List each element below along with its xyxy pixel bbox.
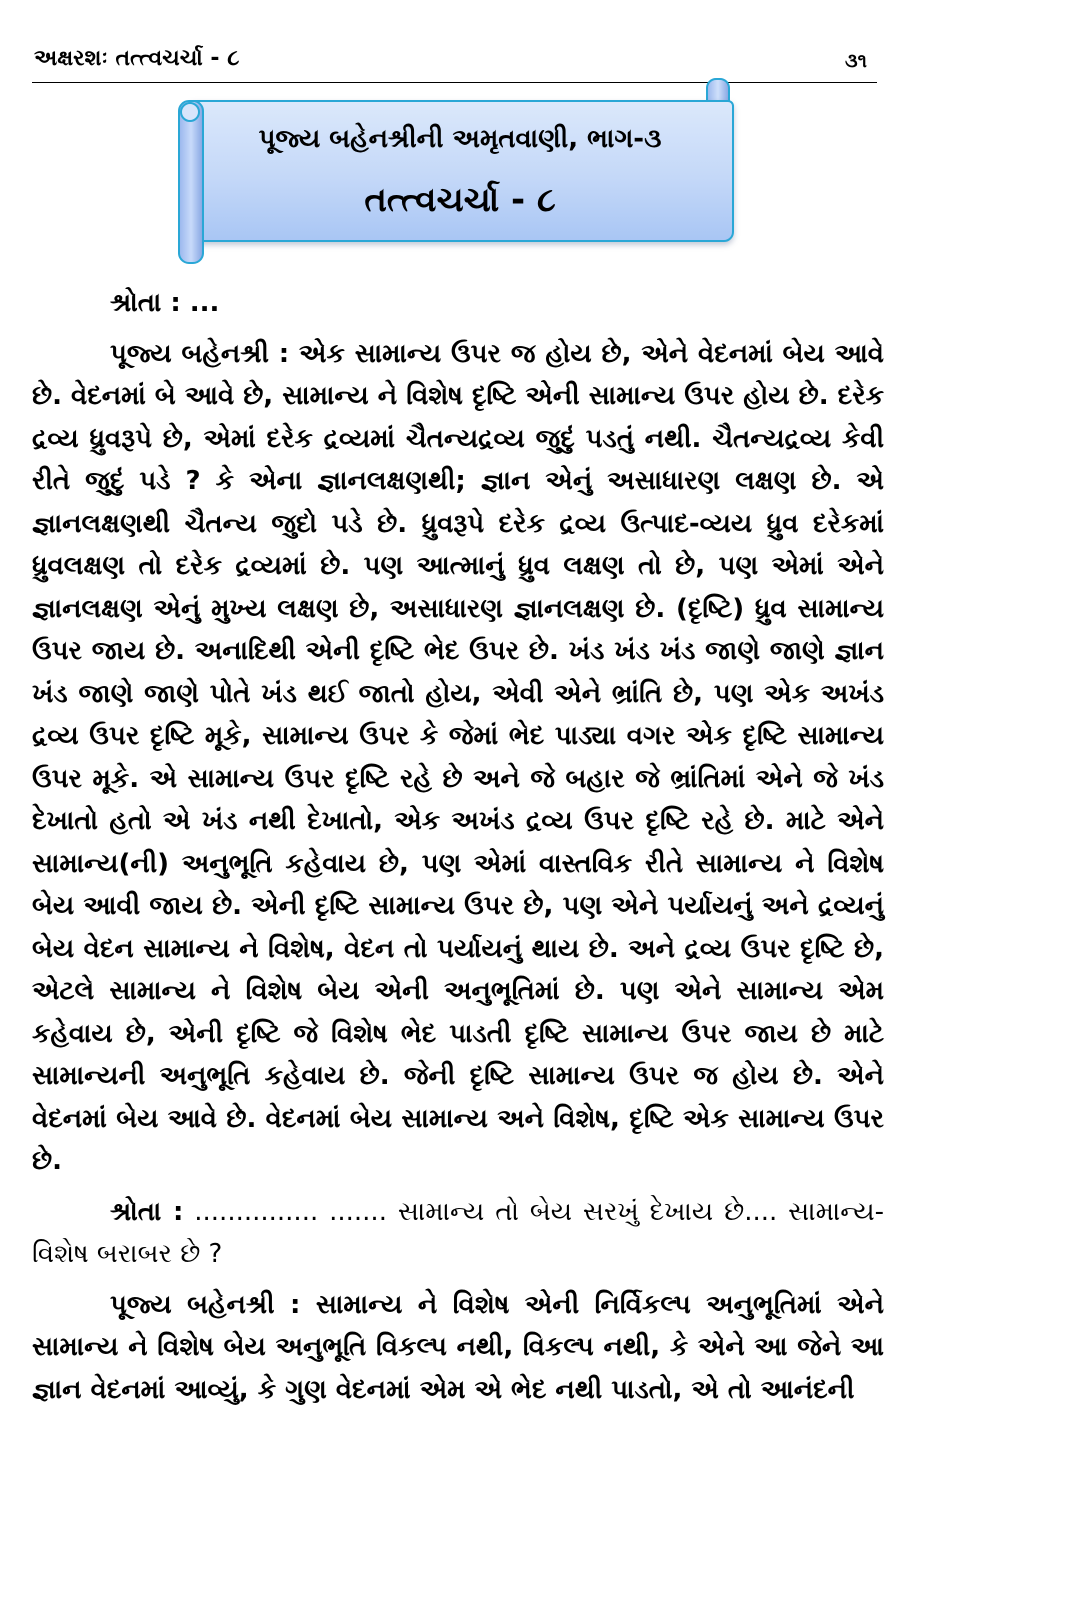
- dialogue-paragraph: [32, 1284, 884, 1412]
- speaker-label: પૂજ્ય બહેનશ્રી :: [110, 1289, 301, 1320]
- paragraph-text: એક સામાન્ય ઉપર જ હોય છે, એને વેદનમાં બેય આવે છે. વેદનમાં બે આવે છે, સામાન્ય ને વિશેષ દૃષ્ટિ એની સામાન્ય ઉપર હોય છે. દરેક દ્રવ્ય ધ્રુવરૂપે છે, એમાં દરેક દ્રવ્યમાં ચૈતન્યદ્રવ્ય જુદું પડતું નથી. ચૈતન્યદ્રવ્ય કેવી રીતે જુદું પડે ? કે એના જ્ઞાનલક્ષણથી; જ્ઞાન એનું અસાધારણ લક્ષણ છે. એ જ્ઞાનલક્ષણથી ચૈતન્ય જુદો પડે છે. ધ્રુવરૂપે દરેક દ્રવ્ય ઉત્પાદ-વ્યય ધ્રુવ દરેકમાં ધ્રુવલક્ષણ તો દરેક દ્રવ્યમાં છે. પણ આત્માનું ધ્રુવ લક્ષણ તો છે, પણ એમાં એને જ્ઞાનલક્ષણ એનું મુખ્ય લક્ષણ છે, અસાધારણ જ્ઞાનલક્ષણ છે. (દૃષ્ટિ) ધ્રુવ સામાન્ય ઉપર જાય છે. અનાદિથી એની દૃષ્ટિ ભેદ ઉપર છે. ખંડ ખંડ ખંડ જાણે જાણે જ્ઞાન ખંડ જાણે જાણે પોતે ખંડ થઈ જાતો હોય, એવી એને ભ્રાંતિ છે, પણ એક અખંડ દ્રવ્ય ઉપર દૃષ્ટિ મૂકે, સામાન્ય ઉપર કે જેમાં ભેદ પાડ્યા વગર એક દૃષ્ટિ સામાન્ય ઉપર મૂકે. એ સામાન્ય ઉપર દૃષ્ટિ રહે છે અને જે બહાર જે ભ્રાંતિમાં એને જે ખંડ દેખાતો હતો એ ખંડ નથી દેખાતો, એક અખંડ દ્રવ્ય ઉપર દૃષ્ટિ રહે છે. માટે એને સામાન્ય(ની) અનુભૂતિ કહેવાય છે, પણ એમાં વાસ્તવિક રીતે સામાન્ય ને વિશેષ બેય આવી જાય છે. એની દૃષ્ટિ સામાન્ય ઉપર છે, પણ એને પર્યાયનું અને દ્રવ્યનું બેય વેદન સામાન્ય ને વિશેષ, વેદન તો પર્યાયનું થાય છે. અને દ્રવ્ય ઉપર દૃષ્ટિ છે, એટલે સામાન્ય ને વિશેષ બેય એની અનુભૂતિમાં છે. પણ એને સામાન્ય એમ કહેવાય છે, એની દૃષ્ટિ જે વિશેષ ભેદ પાડતી દૃષ્ટિ સામાન્ય ઉપર જાય છે માટે સામાન્યની અનુભૂતિ કહેવાય છે. જેની દૃષ્ટિ સામાન્ય ઉપર જ હોય છે. એને વેદનમાં બેય આવે છે. વેદનમાં બેય સામાન્ય અને વિશેષ, દૃષ્ટિ એક સામાન્ય ઉપર છે.: [32, 338, 884, 1176]
- scroll-body: [190, 100, 734, 242]
- dialogue-paragraph: [32, 282, 884, 325]
- chapter-title: તત્ત્વચર્ચા - ૮: [364, 180, 556, 220]
- running-title: અક્ષરશઃ તત્ત્વચર્ચા - ૮: [34, 46, 240, 71]
- dialogue-paragraph: [32, 333, 884, 1183]
- speaker-label: શ્રોતા :: [110, 1196, 184, 1227]
- series-title: પૂજ્ય બહેનશ્રીની અમૃતવાણી, ભાગ-૩: [258, 124, 662, 154]
- scroll-curl-icon: [180, 102, 200, 122]
- speaker-label: પૂજ્ય બહેનશ્રી :: [110, 338, 290, 369]
- title-scroll-banner: [176, 78, 732, 263]
- dialogue-body: [32, 282, 884, 1411]
- page-number: ૩૧: [845, 50, 867, 72]
- paragraph-text: ............... ....... સામાન્ય તો બેય સરખું દેખાય છે.... સામાન્ય-વિશેષ બરાબર છે ?: [32, 1196, 884, 1269]
- paragraph-text: સામાન્ય ને વિશેષ એની નિર્વિકલ્પ અનુભૂતિમાં એને સામાન્ય ને વિશેષ બેય અનુભૂતિ વિકલ્પ નથી, વિકલ્પ નથી, કે એને આ જેને આ જ્ઞાન વેદનમાં આવ્યું, કે ગુણ વેદનમાં એમ એ ભેદ નથી પાડતો, એ તો આનંદની: [32, 1289, 884, 1405]
- page-header: [32, 42, 877, 83]
- paragraph-text: ...: [180, 288, 220, 318]
- speaker-label: શ્રોતા :: [110, 288, 181, 318]
- dialogue-paragraph: [32, 1191, 884, 1276]
